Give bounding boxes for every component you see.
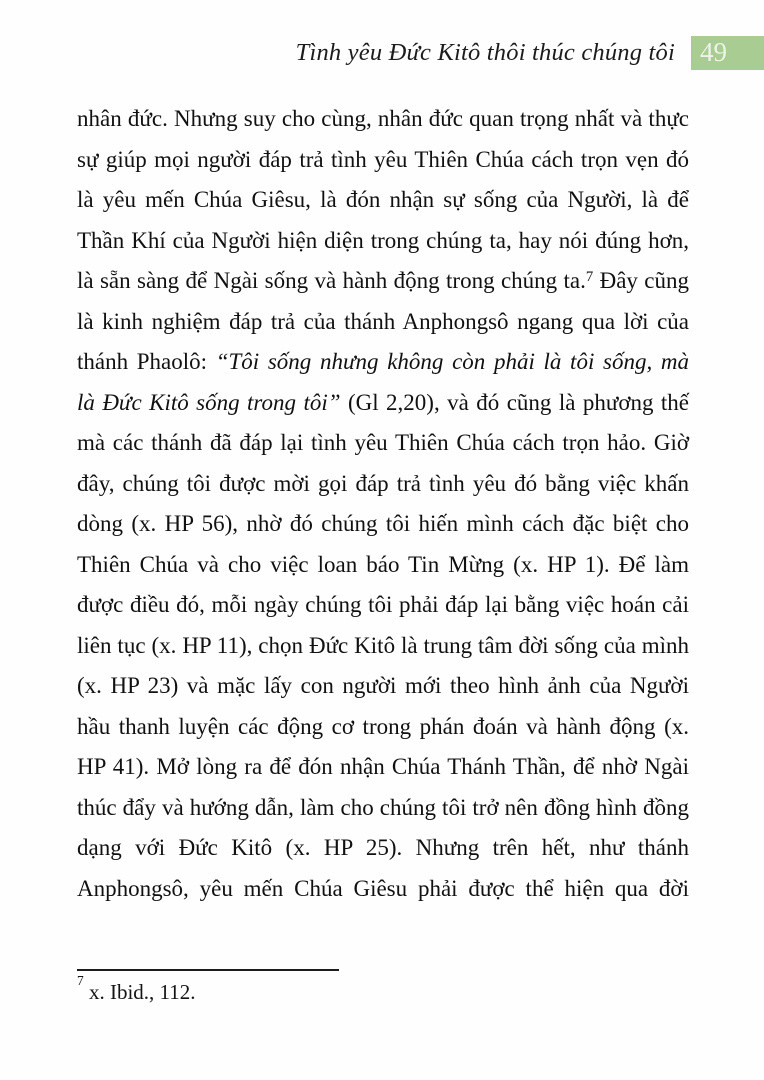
body-line	[77, 383, 689, 424]
text-segment: mà các thánh đã đáp lại tình yêu Thiên Chúa cách trọn hảo. Giờ	[77, 430, 689, 455]
footnote-marker: 7	[77, 972, 84, 988]
text-segment: thúc đẩy và hướng dẫn, làm cho chúng tôi trở nên đồng hình đồng	[77, 794, 689, 820]
body-line	[77, 99, 689, 140]
footnote-text: x. Ibid., 112.	[83, 980, 196, 1004]
running-title: Tình yêu Đức Kitô thôi thúc chúng tôi	[295, 39, 675, 66]
body-line	[77, 423, 689, 464]
text-segment: đây, chúng tôi được mời gọi đáp trả tình yêu đó bằng việc khấn	[77, 470, 689, 496]
body-line	[77, 140, 689, 181]
body-line	[77, 707, 689, 748]
body-line	[77, 342, 689, 383]
body-line	[77, 545, 689, 586]
text-segment: Anphongsô, yêu mến Chúa Giêsu phải được thể hiện qua đời	[77, 875, 689, 901]
text-segment: dạng với Đức Kitô (x. HP 25). Nhưng trên hết, như thánh	[77, 835, 689, 860]
body-line	[77, 747, 689, 788]
text-segment: Đây cũng	[593, 268, 689, 293]
body-line	[77, 261, 689, 302]
text-segment: là kinh nghiệm đáp trả của thánh Anphongsô ngang qua lời của	[77, 308, 689, 334]
text-segment: hầu thanh luyện các động cơ trong phán đoán và hành động (x.	[77, 713, 689, 739]
text-segment: liên tục (x. HP 11), chọn Đức Kitô là trung tâm đời sống của mình	[77, 632, 689, 658]
text-segment: là yêu mến Chúa Giêsu, là đón nhận sự sống của Người, là để	[77, 187, 689, 212]
text-segment: Thiên Chúa và cho việc loan báo Tin Mừng (x. HP 1). Để làm	[77, 551, 689, 577]
body-text	[77, 99, 689, 909]
body-line	[77, 828, 689, 869]
text-segment: Thần Khí của Người hiện diện trong chúng ta, hay nói đúng hơn,	[77, 227, 689, 253]
body-line	[77, 302, 689, 343]
text-segment: (x. HP 23) và mặc lấy con người mới theo hình ảnh của Người	[77, 673, 689, 698]
footnote-divider	[77, 969, 339, 971]
text-segment: nhân đức. Nhưng suy cho cùng, nhân đức quan trọng nhất và thực	[77, 106, 689, 131]
body-line	[77, 626, 689, 667]
text-segment: “Tôi sống nhưng không còn phải là tôi sống, mà	[215, 349, 689, 374]
body-line	[77, 504, 689, 545]
body-line	[77, 464, 689, 505]
page-number-badge: 49	[691, 36, 764, 70]
footnote	[77, 972, 196, 1005]
body-line	[77, 221, 689, 262]
body-line	[77, 666, 689, 707]
text-segment: là sẵn sàng để Ngài sống và hành động trong chúng ta.	[77, 268, 586, 293]
text-segment: thánh Phaolô:	[77, 349, 216, 374]
body-line	[77, 869, 689, 910]
body-line	[77, 585, 689, 626]
text-segment: sự giúp mọi người đáp trả tình yêu Thiên Chúa cách trọn vẹn đó	[77, 146, 689, 172]
footnote-ref: 7	[585, 269, 594, 286]
running-header	[0, 36, 764, 70]
body-line	[77, 788, 689, 829]
text-segment: được điều đó, mỗi ngày chúng tôi phải đáp lại bằng việc hoán cải	[77, 592, 689, 617]
text-segment: là Đức Kitô sống trong tôi”	[77, 389, 341, 415]
text-segment: (Gl 2,20), và đó cũng là phương thế	[340, 389, 690, 415]
text-segment: dòng (x. HP 56), nhờ đó chúng tôi hiến mình cách đặc biệt cho	[77, 511, 689, 536]
text-segment: HP 41). Mở lòng ra để đón nhận Chúa Thánh Thần, để nhờ Ngài	[77, 754, 689, 779]
body-line	[77, 180, 689, 221]
